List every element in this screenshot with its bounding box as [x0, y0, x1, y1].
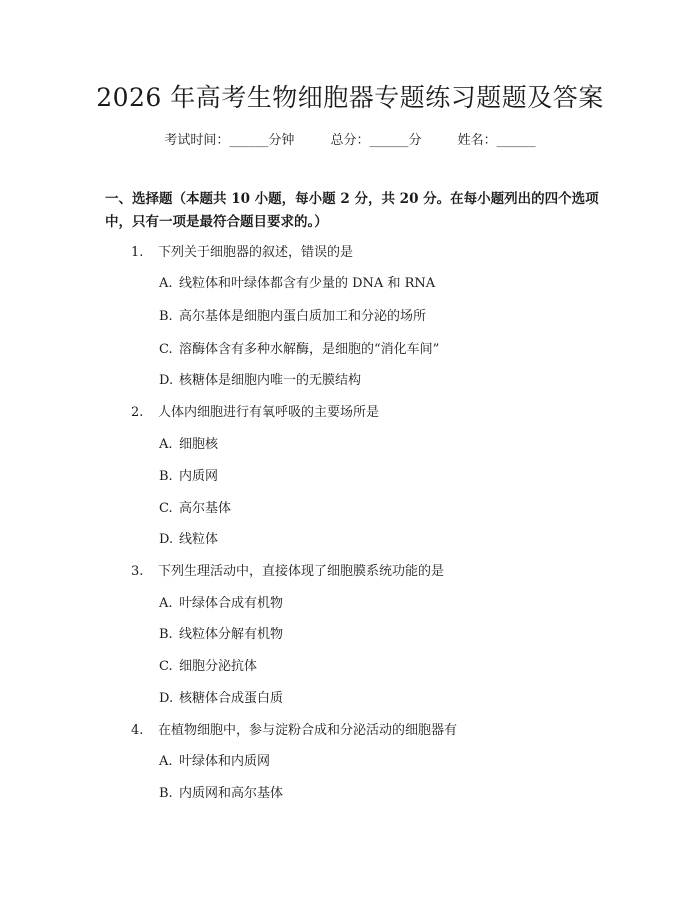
option-1d: [159, 371, 361, 391]
option-letter: A.: [159, 596, 173, 611]
option-text: 叶绿体合成有机物: [179, 596, 284, 611]
option-3c: [159, 657, 257, 677]
option-2b: [159, 467, 218, 487]
option-letter: B.: [159, 469, 173, 484]
question-number: 3.: [131, 564, 144, 579]
question-4: [131, 721, 457, 741]
option-4a: [159, 752, 270, 772]
student-name: 姓名：______: [457, 133, 536, 148]
option-text: 叶绿体和内质网: [179, 754, 271, 769]
option-3a: [159, 594, 283, 614]
option-text: 线粒体: [179, 532, 219, 547]
option-letter: B.: [159, 627, 173, 642]
option-2c: [159, 499, 231, 519]
option-text: 细胞核: [179, 437, 219, 452]
option-letter: D.: [159, 532, 174, 547]
question-2: [131, 403, 379, 423]
exam-meta: [0, 131, 700, 151]
option-3b: [159, 625, 283, 645]
option-text: 细胞分泌抗体: [179, 659, 258, 674]
option-text: 线粒体和叶绿体都含有少量的 DNA 和 RNA: [179, 276, 436, 291]
option-3d: [159, 689, 283, 709]
option-4b: [159, 784, 283, 804]
option-2a: [159, 435, 218, 455]
option-letter: C.: [159, 659, 173, 674]
question-text: 下列生理活动中，直接体现了细胞膜系统功能的是: [158, 564, 445, 579]
question-text: 在植物细胞中，参与淀粉合成和分泌活动的细胞器有: [158, 723, 458, 738]
option-1a: [159, 274, 435, 294]
exam-time: 考试时间：______分钟: [164, 133, 295, 148]
question-number: 1.: [131, 245, 144, 260]
option-letter: D.: [159, 373, 174, 388]
question-number: 2.: [131, 405, 144, 420]
option-text: 溶酶体含有多种水解酶，是细胞的“消化车间”: [179, 342, 440, 357]
option-letter: C.: [159, 501, 173, 516]
option-1b: [159, 307, 426, 327]
option-text: 高尔基体是细胞内蛋白质加工和分泌的场所: [179, 309, 427, 324]
section-heading: 一、选择题（本题共 10 小题，每小题 2 分，共 20 分。在每小题列出的四个选项中，只有一项是最符合题目要求的。）: [105, 191, 599, 230]
option-letter: A.: [159, 437, 173, 452]
option-2d: [159, 530, 218, 550]
option-text: 内质网和高尔基体: [179, 786, 284, 801]
option-text: 高尔基体: [179, 501, 232, 516]
question-text: 人体内细胞进行有氧呼吸的主要场所是: [158, 405, 380, 420]
question-3: [131, 562, 444, 582]
question-1: [131, 243, 353, 263]
total-score: 总分：______分: [330, 133, 422, 148]
option-letter: A.: [159, 276, 173, 291]
option-letter: D.: [159, 691, 174, 706]
option-letter: A.: [159, 754, 173, 769]
option-letter: B.: [159, 786, 173, 801]
option-text: 核糖体是细胞内唯一的无膜结构: [179, 373, 362, 388]
option-letter: B.: [159, 309, 173, 324]
option-text: 线粒体分解有机物: [179, 627, 284, 642]
question-text: 下列关于细胞器的叙述，错误的是: [158, 245, 354, 260]
option-1c: [159, 340, 439, 360]
option-text: 内质网: [179, 469, 219, 484]
option-text: 核糖体合成蛋白质: [179, 691, 284, 706]
option-letter: C.: [159, 342, 173, 357]
page-title: 2026 年高考生物细胞器专题练习题题及答案: [96, 83, 604, 112]
question-number: 4.: [131, 723, 144, 738]
